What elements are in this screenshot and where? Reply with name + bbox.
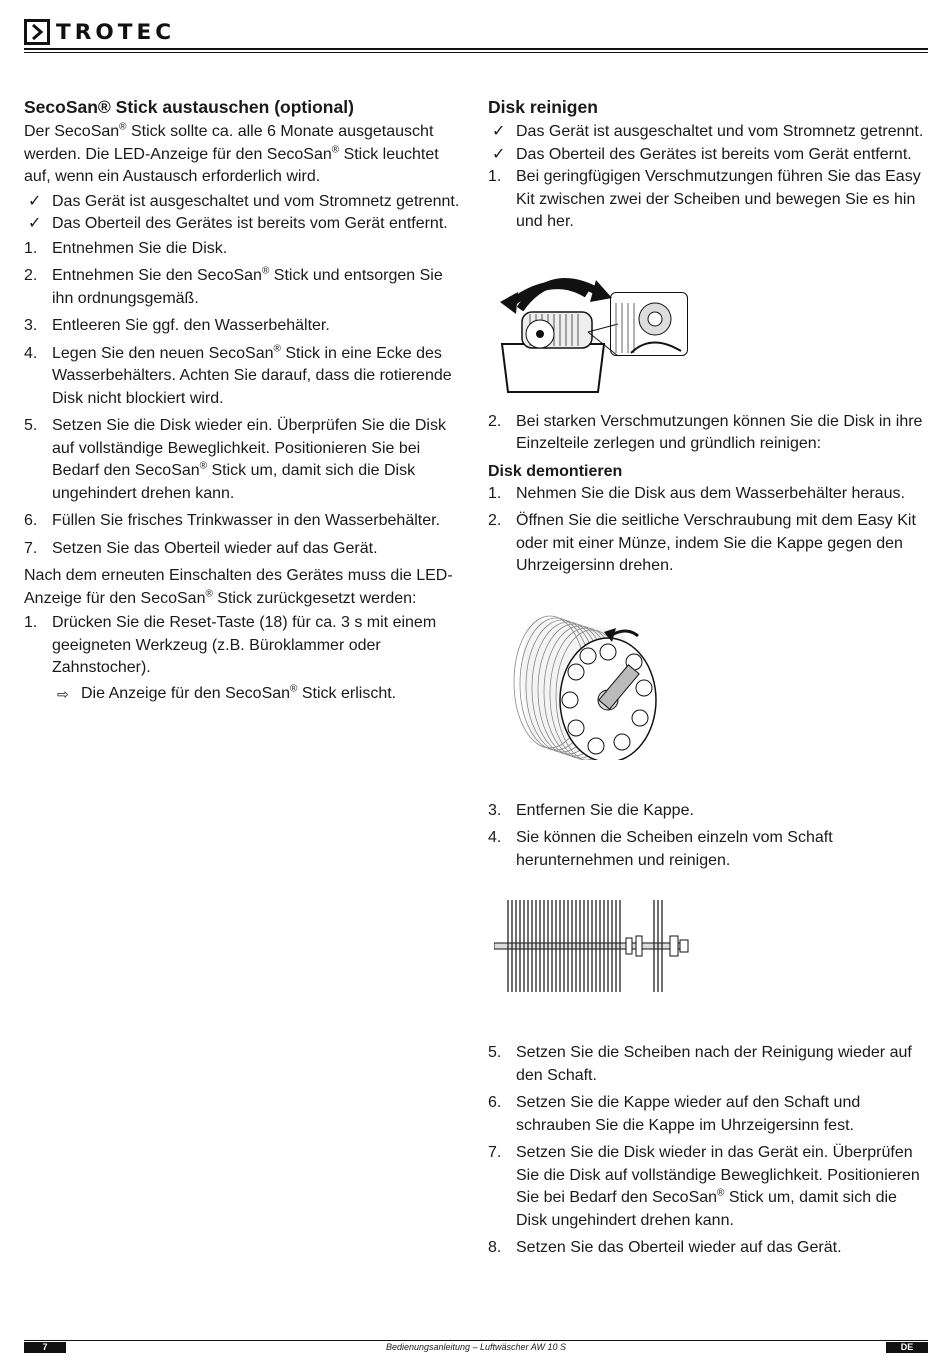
- list-item: 1. Drücken Sie die Reset-Taste (18) für ca. 3 s mit einem geeigneten Werkzeug (z.B. Büroklammer oder Zahnstocher).: [24, 614, 437, 676]
- list-item: 1. Entnehmen Sie die Disk.: [24, 239, 228, 257]
- document-title: Bedienungsanleitung – Luftwäscher AW 10 S: [385, 1342, 567, 1352]
- result-arrow-icon: ⇨: [57, 685, 69, 702]
- precondition-item: ✓ Das Gerät ist ausgeschaltet und vom Stromnetz getrennt.: [24, 191, 464, 214]
- header-rule: [24, 48, 928, 50]
- figure-easy-kit-cleaning: [488, 246, 928, 411]
- precondition-item: ✓ Das Oberteil des Gerätes ist bereits vom Gerät entfernt.: [488, 144, 928, 167]
- list-item: 2. Entnehmen Sie den SecoSan® Stick und entsorgen Sie ihn ordnungsgemäß.: [24, 265, 443, 307]
- figure-disk-cap: [488, 600, 928, 800]
- page-footer: [24, 1340, 928, 1353]
- left-column: [24, 96, 464, 705]
- list-item: 4. Legen Sie den neuen SecoSan® Stick in eine Ecke des Wasserbehälters. Achten Sie darauf, dass die rotierende Disk nicht blockiert wird.: [24, 343, 452, 407]
- checkmark-icon: ✓: [28, 215, 42, 232]
- subheading-disk-demontieren: Disk demontieren: [488, 462, 623, 480]
- brand-name: TROTEC: [56, 19, 176, 45]
- list-item: 1. Nehmen Sie die Disk aus dem Wasserbehälter heraus.: [488, 484, 905, 502]
- list-item: 7. Setzen Sie die Disk wieder in das Gerät ein. Überprüfen Sie die Disk auf vollständige Beweglichkeit. Positionieren Sie bei Bedarf den SecoSan® Stick um, damit sich die Disk ungehindert drehen kann.: [488, 1144, 920, 1229]
- precondition-item: ✓ Das Oberteil des Gerätes ist bereits vom Gerät entfernt.: [24, 213, 464, 236]
- list-item: 2. Bei starken Verschmutzungen können Sie die Disk in ihre Einzelteile zerlegen und gründlich reinigen:: [488, 412, 923, 452]
- right-column: [488, 96, 928, 1265]
- checkmark-icon: ✓: [492, 123, 506, 140]
- list-item: 6. Setzen Sie die Kappe wieder auf den Schaft und schrauben Sie die Kappe im Uhrzeigersinn fest.: [488, 1094, 861, 1134]
- list-item: 4. Sie können die Scheiben einzeln vom Schaft herunternehmen und reinigen.: [488, 829, 833, 869]
- intro-paragraph: Der SecoSan® Stick sollte ca. alle 6 Monate ausgetauscht werden. Die LED-Anzeige für den SecoSan® Stick leuchtet auf, wenn ein Austausch erforderlich wird.: [24, 121, 439, 185]
- checkmark-icon: ✓: [28, 192, 42, 210]
- page-number: 7: [24, 1342, 66, 1353]
- section-heading-disk: Disk reinigen: [488, 97, 598, 117]
- section-heading-secosan: SecoSan® Stick austauschen (optional): [24, 97, 354, 117]
- disk-cap-illustration: [492, 600, 692, 760]
- logo-chevron-icon: [24, 19, 50, 45]
- list-item: 5. Setzen Sie die Disk wieder ein. Überprüfen Sie die Disk auf vollständige Beweglichkeit. Positionieren Sie bei Bedarf den SecoSan® Stick um, damit sich die Disk ungehindert drehen kann.: [24, 417, 446, 502]
- trotec-logo: [24, 18, 175, 46]
- list-item: 3. Entfernen Sie die Kappe.: [488, 801, 694, 819]
- disassembled-disk-illustration: [494, 896, 694, 996]
- page-header: [24, 14, 928, 54]
- list-item: 2. Öffnen Sie die seitliche Verschraubung mit dem Easy Kit oder mit einer Münze, indem Sie die Kappe gegen den Uhrzeigersinn drehen.: [488, 512, 916, 574]
- list-item: 7. Setzen Sie das Oberteil wieder auf das Gerät.: [24, 539, 378, 557]
- language-badge: DE: [886, 1342, 928, 1353]
- list-item: 1. Bei geringfügigen Verschmutzungen führen Sie das Easy Kit zwischen zwei der Scheiben und bewegen Sie es hin und her.: [488, 168, 921, 230]
- list-item: 5. Setzen Sie die Scheiben nach der Reinigung wieder auf den Schaft.: [488, 1044, 912, 1084]
- list-item: 8. Setzen Sie das Oberteil wieder auf das Gerät.: [488, 1239, 842, 1256]
- precondition-item: ✓ Das Gerät ist ausgeschaltet und vom Stromnetz getrennt.: [488, 121, 928, 144]
- list-item: 3. Entleeren Sie ggf. den Wasserbehälter.: [24, 317, 330, 334]
- header-rule-thin: [24, 52, 928, 53]
- result-item: ⇨ Die Anzeige für den SecoSan® Stick erlischt.: [24, 683, 464, 706]
- detail-inset: [610, 292, 688, 356]
- checkmark-icon: ✓: [492, 145, 506, 163]
- list-item: 6. Füllen Sie frisches Trinkwasser in den Wasserbehälter.: [24, 512, 441, 529]
- reset-paragraph: Nach dem erneuten Einschalten des Gerätes muss die LED-Anzeige für den SecoSan® Stick zurückgesetzt werden:: [24, 567, 453, 607]
- figure-disassembled-disk: [488, 882, 928, 1042]
